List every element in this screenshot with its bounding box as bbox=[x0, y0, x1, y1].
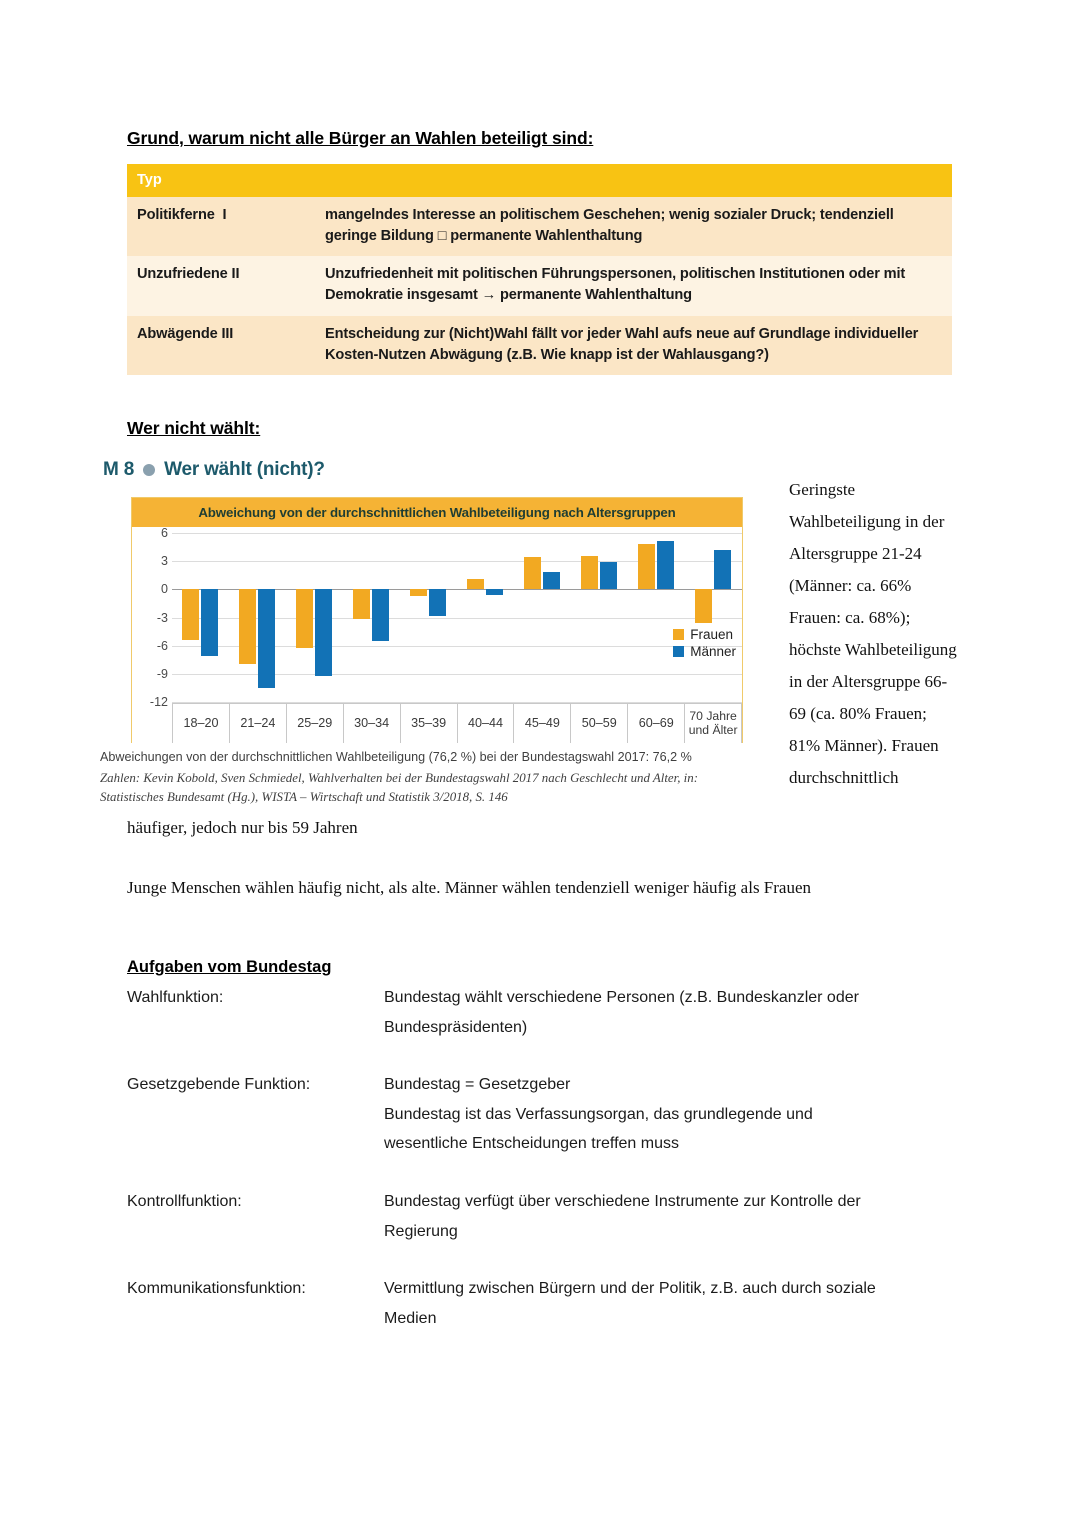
function-description bbox=[384, 983, 967, 1042]
material-caption bbox=[103, 459, 325, 481]
chart-bar bbox=[258, 589, 275, 688]
bundestag-row bbox=[127, 1274, 967, 1333]
chart-x-tick-label: 18–20 bbox=[172, 704, 230, 743]
table-row bbox=[127, 316, 952, 375]
chart-x-tick-label: 60–69 bbox=[628, 704, 685, 743]
chart-x-tick-label: 45–49 bbox=[514, 704, 571, 743]
section-aufgaben-bundestag bbox=[127, 958, 967, 1361]
description-line: Bundestag verfügt über verschiedene Instrumente zur Kontrolle der bbox=[384, 1192, 861, 1210]
description-line: Bundestag = Gesetzgeber bbox=[384, 1076, 571, 1094]
bundestag-row bbox=[127, 1070, 967, 1159]
chart-x-tick-label: 40–44 bbox=[458, 704, 515, 743]
chart-y-tick-label: 3 bbox=[161, 554, 168, 569]
chart-bar bbox=[714, 550, 731, 589]
bundestag-row bbox=[127, 1187, 967, 1246]
table-cell-beschreibung: mangelndes Interesse an politischem Geschehen; wenig sozialer Druck; tendenziell geringe Bildung □ permanente Wahlenthaltung bbox=[315, 197, 952, 256]
description-line: Medien bbox=[384, 1309, 437, 1327]
annotation-continuation: häufiger, jedoch nur bis 59 Jahren bbox=[127, 818, 358, 837]
legend-swatch-icon bbox=[673, 629, 684, 640]
table-header-row bbox=[127, 164, 952, 197]
description-line: Vermittlung zwischen Bürgern und der Politik, z.B. auch durch soziale bbox=[384, 1280, 876, 1298]
chart-bar bbox=[695, 589, 712, 623]
chart-x-axis bbox=[172, 703, 742, 743]
table-cell-typ: Politikferne I bbox=[127, 197, 315, 256]
chart-bars-container bbox=[172, 533, 742, 702]
chart-bar bbox=[182, 589, 199, 640]
conclusion-paragraph: Junge Menschen wählen häufig nicht, als alte. Männer wählen tendenziell weniger häufig als Frauen bbox=[127, 878, 812, 897]
chart-plot-area bbox=[132, 527, 742, 743]
function-label: Kontrollfunktion: bbox=[127, 1192, 242, 1210]
chart-x-tick-label: 50–59 bbox=[571, 704, 628, 743]
function-label: Kommunikationsfunktion: bbox=[127, 1280, 306, 1298]
section-heading-gruende: Grund, warum nicht alle Bürger an Wahlen beteiligt sind: bbox=[127, 128, 594, 148]
chart-x-tick-label: 70 Jahre und Älter bbox=[685, 704, 742, 743]
function-description bbox=[384, 1274, 967, 1333]
chart-bar bbox=[410, 589, 427, 596]
chart-x-tick-label: 35–39 bbox=[401, 704, 458, 743]
chart-y-tick-label: 6 bbox=[161, 526, 168, 540]
legend-swatch-icon bbox=[673, 646, 684, 657]
bullet-dot-icon bbox=[143, 464, 155, 476]
material-title: Wer wählt (nicht)? bbox=[164, 459, 325, 480]
description-line: Regierung bbox=[384, 1222, 458, 1240]
table-cell-typ: Unzufriedene II bbox=[127, 256, 315, 315]
bundestag-row bbox=[127, 983, 967, 1042]
section-heading-wer-nicht-waehlt: Wer nicht wählt: bbox=[127, 418, 261, 438]
chart-legend bbox=[673, 627, 736, 661]
table-header-beschreibung bbox=[315, 164, 952, 197]
chart-figure bbox=[131, 497, 743, 743]
chart-bar bbox=[372, 589, 389, 641]
chart-y-tick-label: -12 bbox=[149, 695, 168, 709]
chart-bar bbox=[467, 579, 484, 589]
table-cell-typ: Abwägende III bbox=[127, 316, 315, 375]
legend-label: Männer bbox=[690, 644, 736, 659]
chart-bar bbox=[239, 589, 256, 663]
description-line: wesentliche Entscheidungen treffen muss bbox=[384, 1135, 679, 1153]
section-heading-bundestag: Aufgaben vom Bundestag bbox=[127, 958, 332, 976]
chart-bar bbox=[353, 589, 370, 619]
chart-bar bbox=[600, 562, 617, 589]
chart-bar bbox=[638, 544, 655, 589]
chart-bar bbox=[296, 589, 313, 647]
chart-y-tick-label: -3 bbox=[156, 610, 168, 625]
chart-bar bbox=[486, 589, 503, 595]
chart-bar bbox=[657, 541, 674, 589]
function-label: Gesetzgebende Funktion: bbox=[127, 1076, 311, 1094]
typen-table bbox=[127, 164, 952, 375]
chart-x-tick-label: 21–24 bbox=[230, 704, 287, 743]
table-cell-beschreibung: Entscheidung zur (Nicht)Wahl fällt vor jeder Wahl aufs neue auf Grundlage individueller Kosten-Nutzen Abwägung (z.B. Wie knapp ist der Wahlausgang?) bbox=[315, 316, 952, 375]
description-line: Bundestag ist das Verfassungsorgan, das grundlegende und bbox=[384, 1105, 813, 1123]
legend-label: Frauen bbox=[690, 627, 733, 642]
chart-bar bbox=[581, 556, 598, 590]
legend-item-maenner bbox=[673, 644, 736, 659]
chart-source: Zahlen: Kevin Kobold, Sven Schmiedel, Wahlverhalten bei der Bundestagswahl 2017 nach Geschlecht und Alter, in: Statistisches Bundesamt (Hg.), WISTA – Wirtschaft und Statistik 3/2018, S. 146 bbox=[100, 771, 699, 804]
table-cell-beschreibung: Unzufriedenheit mit politischen Führungspersonen, politischen Institutionen oder mit Demokratie insgesamt → permanente Wahlenthaltung bbox=[315, 256, 952, 315]
function-description bbox=[384, 1070, 967, 1159]
section-gruende bbox=[127, 128, 952, 375]
chart-gridline bbox=[172, 533, 742, 534]
chart-y-tick-label: -9 bbox=[156, 666, 168, 681]
side-annotation: Geringste Wahlbeteiligung in der Altersgruppe 21-24 (Männer: ca. 66% Frauen: ca. 68%); höchste Wahlbeteiligung in der Altersgruppe 66-69 (ca. 80% Frauen; 81% Männer). Frauen durchschnittlich bbox=[789, 480, 957, 787]
table-row bbox=[127, 256, 952, 315]
chart-bar bbox=[543, 572, 560, 589]
chart-x-tick-label: 30–34 bbox=[344, 704, 401, 743]
table-header-typ: Typ bbox=[127, 164, 315, 197]
chart-y-axis bbox=[132, 526, 168, 709]
chart-bar bbox=[429, 589, 446, 615]
chart-title: Abweichung von der durchschnittlichen Wahlbeteiligung nach Altersgruppen bbox=[132, 498, 742, 527]
table-row bbox=[127, 197, 952, 256]
function-label: Wahlfunktion: bbox=[127, 989, 224, 1006]
chart-x-tick-label: 25–29 bbox=[287, 704, 344, 743]
function-description bbox=[384, 1187, 967, 1246]
chart-y-tick-label: -6 bbox=[156, 638, 168, 653]
description-line: Bundestag wählt verschiedene Personen (z.B. Bundeskanzler oder bbox=[384, 989, 859, 1006]
chart-bar bbox=[524, 557, 541, 589]
legend-item-frauen bbox=[673, 627, 736, 642]
chart-y-tick-label: 0 bbox=[161, 582, 168, 597]
chart-note: Abweichungen von der durchschnittlichen Wahlbeteiligung (76,2 %) bei der Bundestagswahl 2017: 76,2 % bbox=[100, 750, 692, 764]
description-line: Bundespräsidenten) bbox=[384, 1018, 528, 1036]
chart-bar bbox=[315, 589, 332, 675]
material-label: M 8 bbox=[103, 459, 135, 480]
chart-bar bbox=[201, 589, 218, 656]
